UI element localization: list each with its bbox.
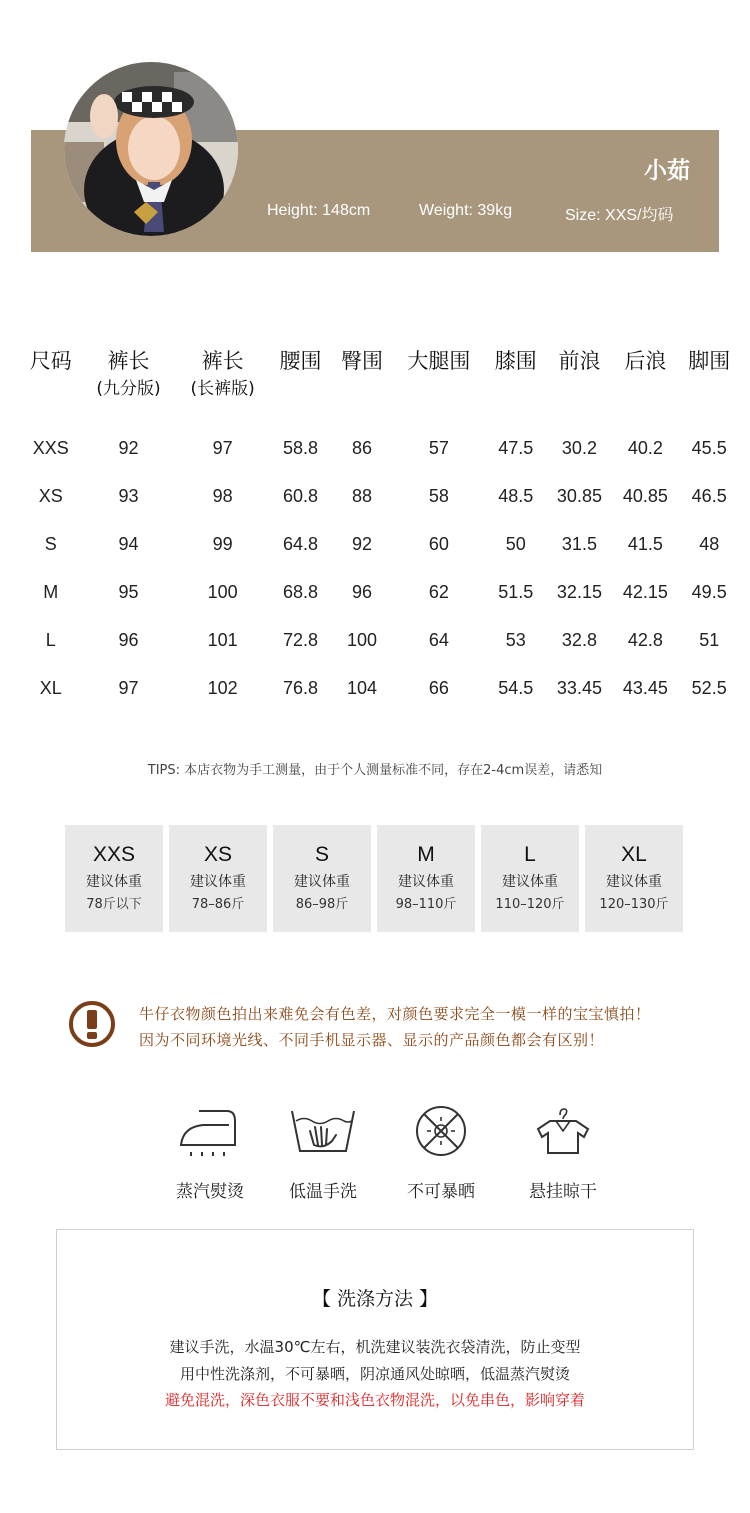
measurement-cell: 64.8 (282, 533, 318, 554)
header-cell: 腰围 (279, 349, 322, 373)
measurement-cell: 97 (118, 677, 139, 698)
card-range: 78–86斤 (191, 897, 245, 912)
card-label: 建议体重 (190, 874, 246, 890)
care-no-sun (381, 1105, 501, 1202)
card-range: 110–120斤 (495, 897, 565, 912)
card-range: 120–130斤 (599, 897, 669, 912)
measurement-cell: 47.5 (498, 437, 534, 458)
measurement-cell: 60.8 (282, 485, 318, 506)
card-range: 86–98斤 (295, 897, 349, 912)
size-table (20, 347, 740, 712)
measurement-cell: 62 (428, 581, 449, 602)
table-row (20, 616, 740, 664)
care-label: 悬挂晾干 (529, 1182, 597, 1202)
model-height: Height: 148cm (267, 202, 371, 219)
size-cell: XS (38, 485, 63, 506)
measurement-cell: 45.5 (691, 437, 727, 458)
measurement-cell: 46.5 (691, 485, 727, 506)
table-row (20, 472, 740, 520)
card-range: 78斤以下 (86, 897, 142, 912)
wash-line: 建议手洗，水温30℃左右，机洗建议装洗衣袋清洗，防止变型 (169, 1338, 581, 1356)
hang-dry-icon (528, 1105, 598, 1157)
wash-instructions (56, 1229, 694, 1450)
header-cell: 膝围 (494, 349, 537, 373)
measurement-cell: 97 (212, 437, 233, 458)
measurement-cell: 95 (118, 581, 139, 602)
weight-card-m (377, 825, 475, 932)
measurement-cell: 53 (505, 629, 526, 650)
measurement-cell: 33.45 (556, 677, 602, 698)
measurement-cell: 48.5 (498, 485, 534, 506)
measurement-cell: 51 (699, 629, 720, 650)
measurement-cell: 43.45 (622, 677, 668, 698)
measurement-cell: 99 (212, 533, 233, 554)
card-label: 建议体重 (86, 874, 142, 890)
header-cell: 大腿围 (407, 349, 471, 373)
weight-cards (65, 825, 685, 932)
measurement-cell: 98 (212, 485, 233, 506)
care-hand-wash (263, 1105, 383, 1202)
measurement-cell: 41.5 (627, 533, 663, 554)
measurement-cell: 40.2 (627, 437, 663, 458)
measurement-cell: 96 (351, 581, 372, 602)
care-label: 低温手洗 (289, 1182, 357, 1202)
measurement-cell: 50 (505, 533, 526, 554)
header-cell: 前浪 (558, 349, 601, 373)
measurement-cell: 52.5 (691, 677, 727, 698)
card-range: 98–110斤 (395, 897, 457, 912)
measurement-cell: 32.15 (556, 581, 602, 602)
care-label: 不可暴晒 (407, 1182, 475, 1202)
measurement-cell: 68.8 (282, 581, 318, 602)
measurement-cell: 51.5 (498, 581, 534, 602)
card-label: 建议体重 (294, 874, 350, 890)
warning-line: 牛仔衣物颜色拍出来难免会有色差，对颜色要求完全一模一样的宝宝慎拍！ (139, 1005, 651, 1023)
measurement-cell: 102 (207, 677, 238, 698)
measurement-cell: 31.5 (561, 533, 597, 554)
weight-card-l (481, 825, 579, 932)
care-steam-iron (150, 1105, 270, 1202)
measurement-cell: 42.15 (622, 581, 668, 602)
card-size: XL (621, 843, 647, 866)
size-cell: XL (39, 677, 62, 698)
weight-card-xl (585, 825, 683, 932)
measurement-cell: 58 (428, 485, 449, 506)
measurement-cell: 54.5 (498, 677, 534, 698)
card-label: 建议体重 (606, 874, 662, 890)
measurement-cell: 60 (428, 533, 449, 554)
measurement-cell: 88 (351, 485, 372, 506)
size-cell: S (44, 533, 57, 554)
measurement-cell: 94 (118, 533, 139, 554)
measurement-cell: 72.8 (282, 629, 318, 650)
measurement-cell: 66 (428, 677, 449, 698)
measurement-cell: 64 (428, 629, 449, 650)
header-cell: 后浪 (624, 349, 667, 373)
exclamation-circle-icon (68, 1000, 116, 1048)
card-label: 建议体重 (502, 874, 558, 890)
model-size: Size: XXS/均码 (565, 207, 674, 224)
size-cell: L (45, 629, 56, 650)
header-cell: 裤长 (九分版) (96, 349, 161, 399)
table-row (20, 568, 740, 616)
weight-card-xxs (65, 825, 163, 932)
size-table-body (20, 424, 740, 712)
size-table-header (20, 347, 740, 424)
table-row (20, 664, 740, 712)
header-cell: 尺码 (29, 349, 72, 373)
care-hang-dry (503, 1105, 623, 1202)
measurement-cell: 42.8 (627, 629, 663, 650)
steam-iron-icon (175, 1105, 245, 1157)
model-weight: Weight: 39kg (419, 202, 513, 219)
measurement-cell: 101 (207, 629, 238, 650)
measurement-cell: 100 (346, 629, 377, 650)
card-size: L (524, 843, 536, 866)
model-avatar (64, 62, 238, 236)
measurement-cell: 96 (118, 629, 139, 650)
header-cell: 脚围 (688, 349, 731, 373)
measurement-cell: 57 (428, 437, 449, 458)
measurement-cell: 49.5 (691, 581, 727, 602)
hand-wash-icon (288, 1105, 358, 1157)
measurement-cell: 48 (699, 533, 720, 554)
measurement-cell: 58.8 (282, 437, 318, 458)
measurement-cell: 86 (351, 437, 372, 458)
measurement-cell: 40.85 (622, 485, 668, 506)
weight-card-xs (169, 825, 267, 932)
warning-line: 因为不同环境光线、不同手机显示器、显示的产品颜色都会有区别！ (139, 1031, 605, 1049)
wash-line: 用中性洗涤剂，不可暴晒，阴凉通风处晾晒，低温蒸汽熨烫 (179, 1365, 570, 1383)
header-cell: 裤长 (长裤版) (190, 349, 255, 399)
weight-card-s (273, 825, 371, 932)
size-cell: XXS (32, 437, 69, 458)
card-size: XS (203, 843, 232, 866)
measurement-cell: 104 (346, 677, 377, 698)
color-warning (139, 1001, 651, 1053)
size-cell: M (43, 581, 59, 602)
card-size: S (314, 843, 329, 866)
measurement-cell: 32.8 (561, 629, 597, 650)
table-row (20, 424, 740, 472)
wash-title: 【 洗涤方法 】 (311, 1288, 439, 1310)
measurement-cell: 100 (207, 581, 238, 602)
measurement-cell: 30.85 (556, 485, 602, 506)
measurement-cell: 30.2 (561, 437, 597, 458)
wash-warning-line: 避免混洗，深色衣服不要和浅色衣物混洗，以免串色，影响穿着 (164, 1391, 585, 1409)
header-cell: 臀围 (340, 349, 383, 373)
card-size: M (417, 843, 435, 866)
no-sun-icon (406, 1105, 476, 1157)
measurement-cell: 93 (118, 485, 139, 506)
measurement-cell: 92 (118, 437, 139, 458)
card-size: XXS (92, 843, 136, 866)
measurement-cell: 76.8 (282, 677, 318, 698)
card-label: 建议体重 (398, 874, 454, 890)
measurement-cell: 92 (351, 533, 372, 554)
table-row (20, 520, 740, 568)
care-label: 蒸汽熨烫 (176, 1182, 244, 1202)
measurement-tips: TIPS: 本店衣物为手工测量，由于个人测量标准不同，存在2-4cm误差，请悉知 (147, 763, 603, 778)
model-name: 小茹 (644, 158, 690, 184)
